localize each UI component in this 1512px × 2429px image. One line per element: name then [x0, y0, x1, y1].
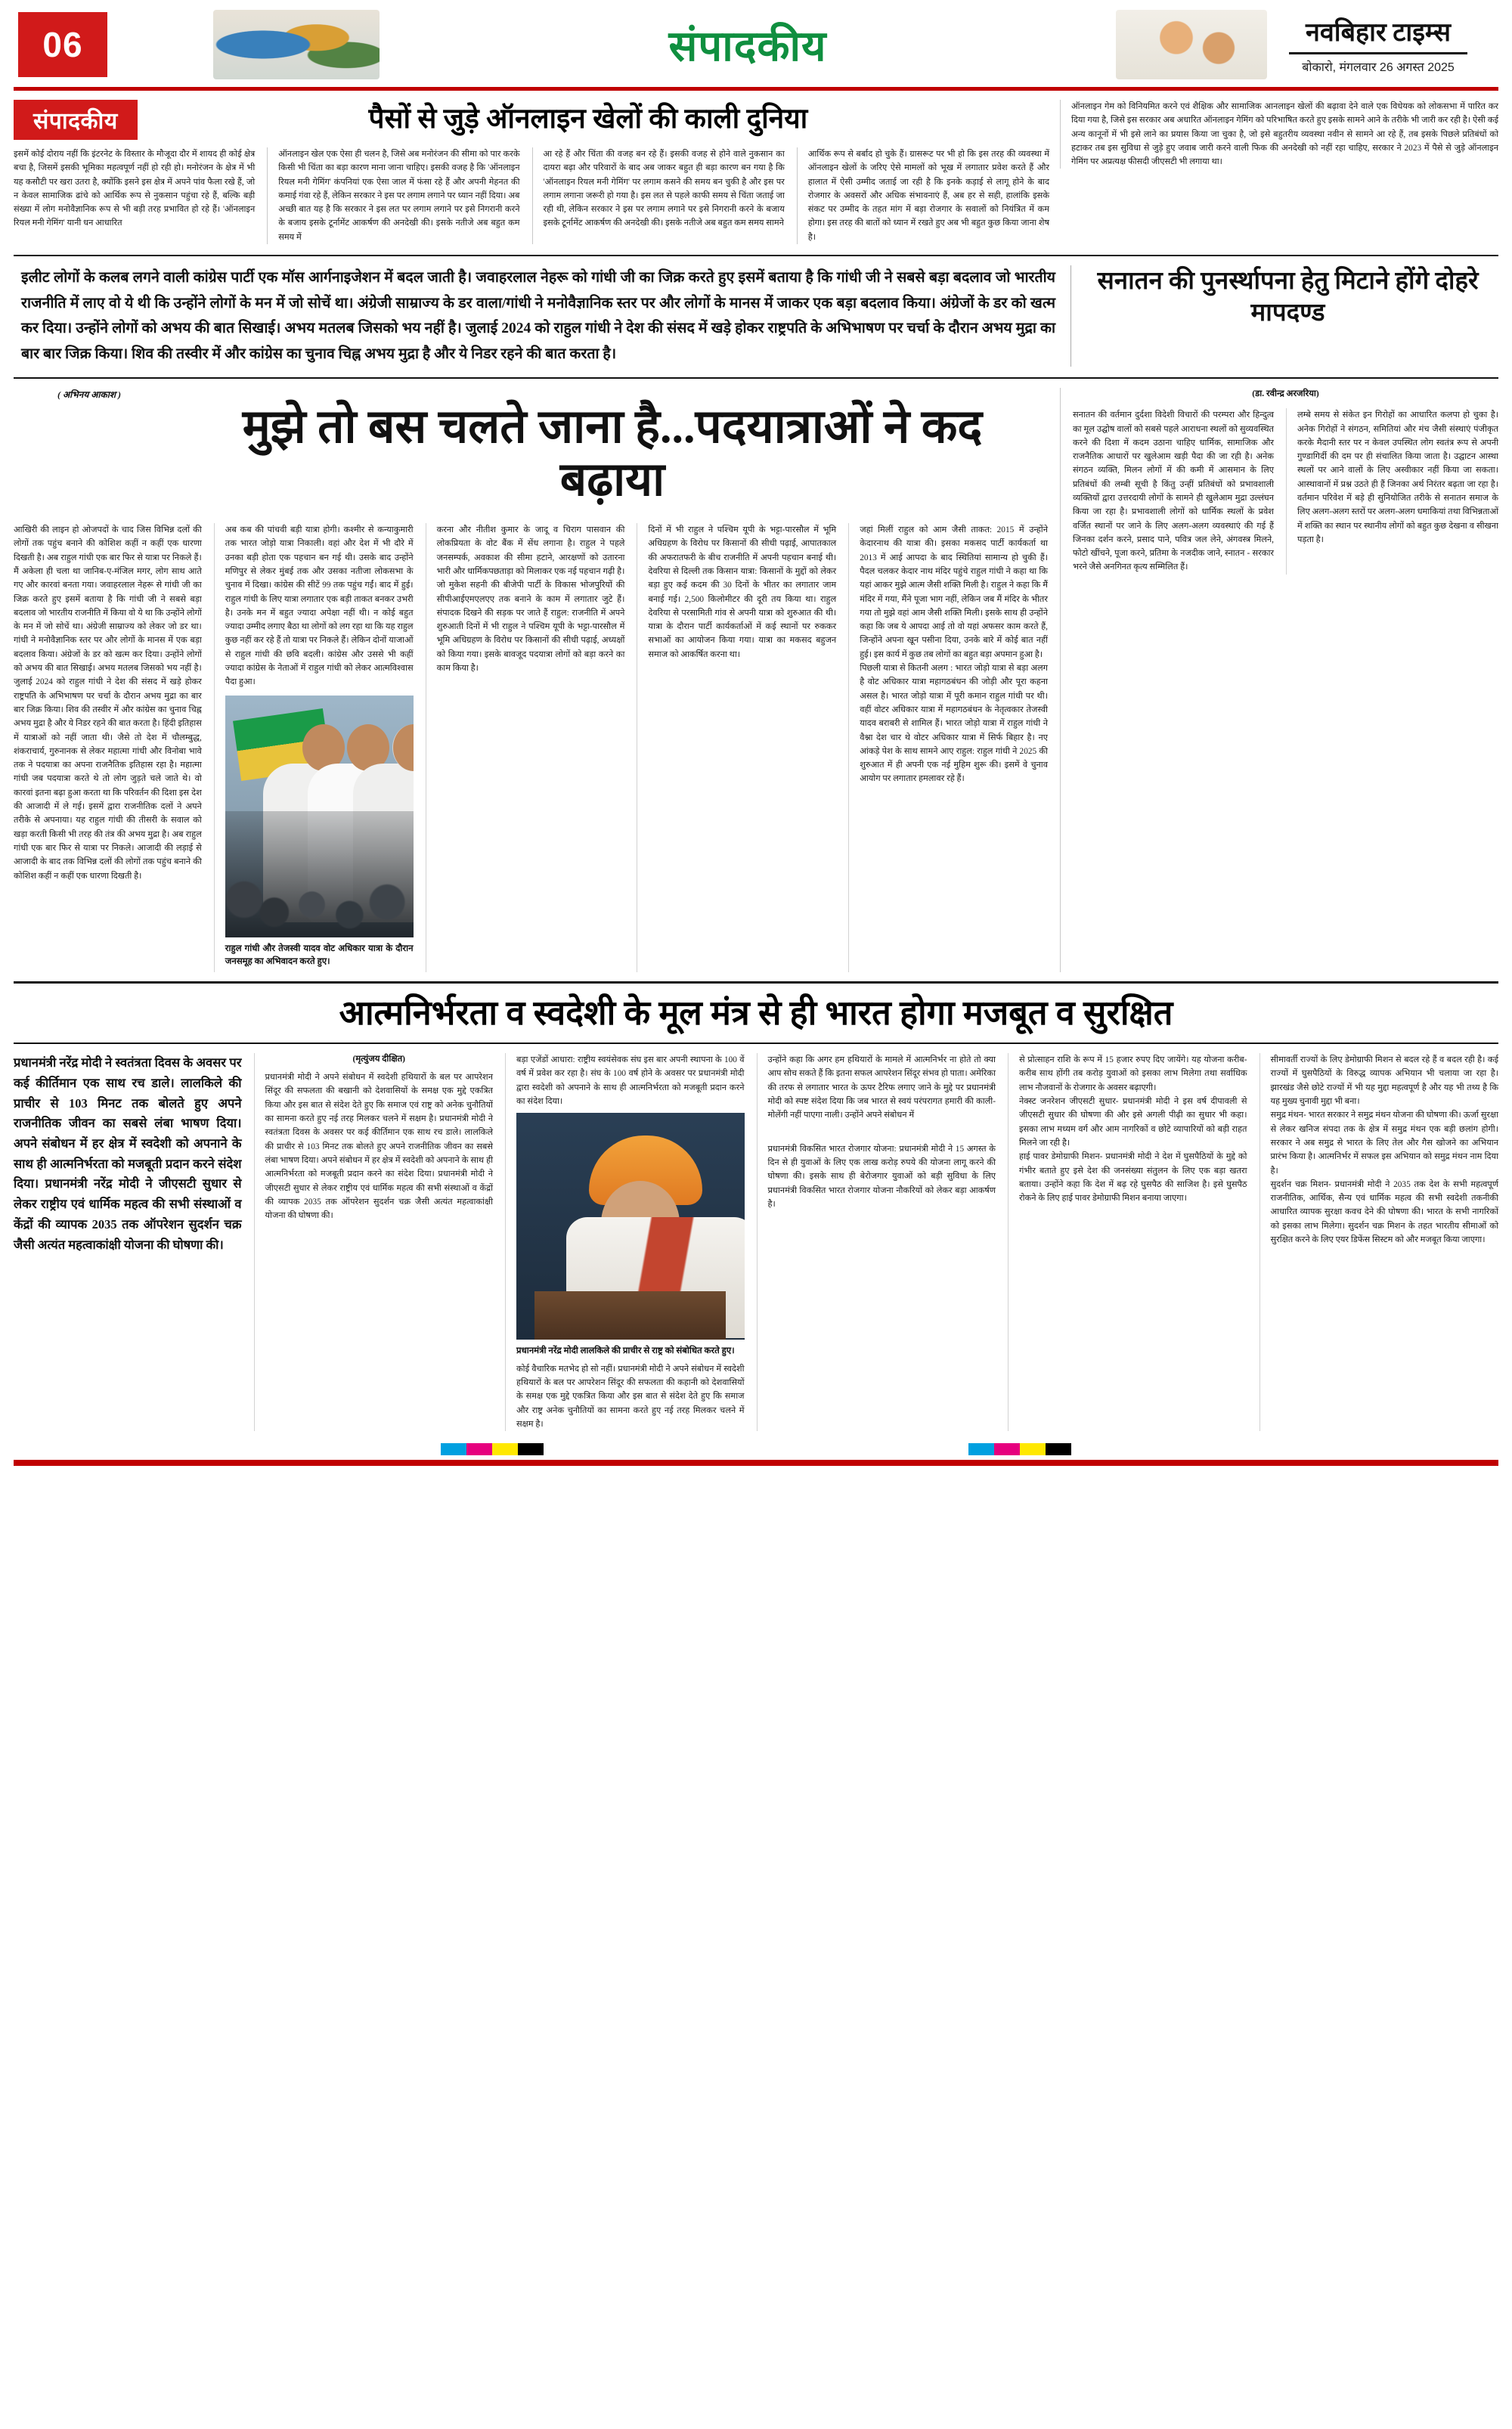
editorial-header	[14, 100, 1049, 140]
bottom-text-2: प्रधानमंत्री मोदी ने अपने संबोधन में स्वदेशी हथियारों के बल पर आपरेशन सिंदूर की सफलता की बखानी को देशवासियों के समक्ष एक मुद्दे एकत्रित किया और इस बात से संदेश देते हुए कि समाज एवं राष्ट्र को अनेक चुनौतियों का सामना करते हुए नई तरह मिलकर चलने में सक्षम है। प्रधानमंत्री मोदी ने स्वतंत्रता दिवस के अवसर पर कई कीर्तिमान एक साथ रच डाले। लालकिले की प्राचीर से 103 मिनट तक बोलते हुए अपने राजनीतिक जीवन का सबसे लंबा भाषण दिया। अपने संबोधन में हर क्षेत्र में स्वदेशी को अपनाने के साथ ही आत्मनिर्भरता को मजबूती प्रदान करने का संदेश दिया। प्रधानमंत्री मोदी ने जीएसटी सुधार से लेकर राष्ट्रीय एवं धार्मिक महत्व की सभी संस्थाओं व केंद्रों की व्यापक 2035 तक ऑपरेशन सुदर्शन चक्र जैसी अत्यंत महत्वाकांक्षी योजना की घोषणा की।	[265, 1073, 493, 1221]
top-section	[14, 91, 1498, 244]
padyatra-text-4: दिनों में भी राहुल ने पश्चिम यूपी के भट्टा-पारसौल में भूमि अधिग्रहण के विरोध पर किसानों की सीधी पढ़ाई, आपातकाल की अफरातफरी के बीच राजनीति में अपनी पहचान बनाई थी। देवरिया से दिल्ली तक किसान यात्रा: किसानों के मुद्दों को लेकर बड़ा हुए कई कदम की 30 दिनों के भीतर का लगातार जाम बनाई गई। 2,500 किलोमीटर की दूरी तय किया था। राहुल देवरिया से परसामिती गांव से अपनी यात्रा को शुरुआत की थी। यात्रा के दौरान पार्टी कार्यकर्ताओं में कई स्थानों पर रुककर सभाओं का आयोजन किया गया। यात्रा का मकसद बहुजन समाज को आकर्षित करना था।	[648, 525, 837, 659]
bottom-headline: आत्मनिर्भरता व स्वदेशी के मूल मंत्र से ही भारत होगा मजबूत व सुरक्षित	[14, 981, 1498, 1044]
bottom-col-4	[757, 1053, 996, 1431]
padyatra-col-4	[848, 523, 1048, 972]
masthead-decoration-right	[1116, 10, 1267, 79]
colorbar-gap-3	[1071, 1443, 1495, 1455]
color-swatch-yellow-2	[1020, 1443, 1046, 1455]
dateline: बोकारो, मंगलवार 26 अगस्त 2025	[1302, 61, 1455, 74]
editorial-article	[14, 100, 1049, 244]
footer-rule	[14, 1460, 1498, 1466]
sanatan-text-2: जहां मिलीं राहुल को आम जैसी ताकत: 2015 में उन्होंने केदारनाथ की यात्रा की। इसका मकसद पार्टी कार्यकर्ता था 2013 में आई आपदा के बाद स्थितियां सामान्य हो चुकी हैं। पैदल चलकर केदार नाथ मंदिर पहुंचे राहुल गांधी ने कहा था कि यहां आकर मुझे आत्म जैसी शक्ति मिली है। राहुल ने कहा कि मैं मंदिर में गया, मैंने पूजा भाग नहीं, लेकिन जब मैं मंदिर के भीतर गया तो मुझे वहां आम जैसी शक्ति मिली। इसके साथ ही उन्होंने कहा कि जब ये आपदा आई तो वो यहां अफसर काम करते हैं, जिन्होंने अपना खून पसीना दिया, उनके बारे में कोई बात नहीं हुई। इस कार्य में कुछ तब लोगों का बहुत बड़ा अपमान हुआ है।	[860, 525, 1048, 659]
colorbar-gap-2	[544, 1443, 968, 1455]
editorial-col-2: ऑनलाइन खेल एक ऐसा ही चलन है, जिसे अब मनोरंजन की सीमा को पार करके किसी भी चिंता का बड़ा कारण माना जाना चाहिए। इसकी वजह है कि 'ऑनलाइन रियल मनी गेमिंग' कंपनियां एक ऐसा जाल में फंसा रहे हैं और अपनी मेहनत की कमाई गंवा रहे हैं, लेकिन सरकार ने इस पर लगाम लगाने पर ध्यान नहीं दिया। अब अच्छी बात यह है कि सरकार ने इस लत पर लगाम लगाने पर इसे निगरानी करने के बजाय इसके टूर्नामेंट आकर्षण की अनदेखी की। इसके नतीजे अब बहुत कम समय में	[267, 147, 519, 244]
bottom-col-2	[254, 1053, 494, 1431]
sanatan-text-1: सनातन की वर्तमान दुर्दशा विदेशी विचारों की परम्परा और हिन्दुत्व का मूल उद्घोष वालों को सबसे पहले आराधना स्थलों को सुव्यवस्थित करने की दिशा में कदम उठाना चाहिए धार्मिक, सामाजिक और राजनैतिक आधारों पर खुलेआम खड़ी पैदा की जा रही है। अनेक संगठन व्यक्ति, मिलन लोगों में की कमी में आसमान के लिए प्रतिबंधों की लम्बी सूची है किंतु उन्हीं प्रतिबंधों को प्रभावशाली व्यक्तियों द्वारा उत्तरदायी लोगों के सामने ही खुलेआम मुद्रा उल्लंघन किया जा रहा है। प्रभावशाली लोगों को धार्मिक स्थलों के प्रवेश वर्जित स्थानों पर जाने के लिए अलग-अलग व्यवस्थाएं की गई हैं जिनका दर्शन करने, प्रसाद पाने, पवित्र जल लेने, अंगवस्त्र मिलने, फोटो खींचने, पूजा करने, प्रतिमा के नजदीक जाने, स्नातन - सरकार भरने जैसे अनगिनत कृत्य सम्मिलित हैं।	[1073, 411, 1274, 572]
bottom-text-6a: सीमावर्ती राज्यों के लिए डेमोग्राफी मिशन से बदल रहे हैं व बदल रही है। कई राज्यों में घुसपैठियों के विरुद्ध व्यापक अभियान भी चलाया जा रहा है। झारखंड जैसे छोटे राज्यों में भी यह मुद्दा महत्वपूर्ण है और यह भी तथ्य है कि यह मुख्य चुनावी मुद्दा भी बना।	[1270, 1055, 1498, 1107]
padyatra-text-2: करना और नीतीश कुमार के जादू व चिराग पासवान की लोकप्रियता के वोट बैंक में सेंध लगाना है। राहुल ने पहले जनसम्पर्क, अवकाश की सीमा हटाने, आरक्षणों को उतारना भारी और धार्मिकपछताड़ा को मिलाकर एक नई पहचान गढ़ी है। जो मुकेश सहनी की बीजेपी पार्टी के विकास भोजपुरियों की सीपीआईएमएलएए तक बनाने के काम में लगातार जुटे हैं। संपादक दिखने की सड़क पर जाते हैं राहुल: राजनीति में अपने शुरुआती दिनों में भी राहुल ने पश्चिम यूपी के भट्टा-पारसौल में भूमि अधिग्रहण के विरोध पर किसानों की सीधी पढ़ाई, अध्यक्षों को किया गया। इसके बावजूद पदयात्रा लोगों को बड़ा करने का काम किया है।	[436, 525, 625, 674]
online-gaming-sidebar	[1060, 100, 1498, 244]
mid-section	[14, 388, 1498, 972]
bottom-lead-text: प्रधानमंत्री नरेंद्र मोदी ने स्वतंत्रता दिवस के अवसर पर कई कीर्तिमान एक साथ रच डाले। लालकिले की प्राचीर से 103 मिनट तक बोलते हुए अपने राजनीतिक जीवन का सबसे लंबा भाषण दिया। अपने संबोधन में हर क्षेत्र में स्वदेशी को अपनाने के साथ ही आत्मनिर्भरता को मजबूती प्रदान करने संदेश दिया। प्रधानमंत्री नरेंद्र मोदी ने जीएसटी सुधार से लेकर राष्ट्रीय एवं धार्मिक महत्व की सभी संस्थाओं व केंद्रों की व्यापक 2035 तक ऑपरेशन सुदर्शन चक्र जैसी अत्यंत महत्वाकांक्षी योजना की घोषणा की।	[14, 1055, 242, 1252]
color-swatch-cyan	[441, 1443, 466, 1455]
padyatra-author: ( अभिनय आकाश )	[57, 389, 122, 401]
sanatan-author: (डा. रवीन्द्र अरजरिया)	[1252, 389, 1319, 399]
bottom-text-6c: सुदर्शन चक्र मिशन- प्रधानमंत्री मोदी ने 2035 तक देश के सभी महत्वपूर्ण राजनीतिक, आर्थिक, सैन्य एवं धार्मिक महत्व की सभी स्वदेशी तकनीकी आधारित व्यापक सुरक्षा कवच देने की घोषणा की। भारत के सभी नागरिकों को इसका लाभ मिलेगा। सुदर्शन चक्र मिशन के तहत भारतीय सीमाओं को सुरक्षित करने के लिए एयर डिफेंस सिस्टम को और मजबूत किया जाएगा।	[1270, 1179, 1498, 1245]
sanatan-text-3: लम्बे समय से संकेत इन गिरोहों का आधारित कलपा हो चुका है। अनेक गिरोहों ने संगठन, समितियां और मंच जैसी संस्थाएं पंजीकृत करके मैदानी स्तर पर न केवल उपस्थित लोग स्वतंत्र रूप से अपनी गुण्डागिर्दी की दम पर ही संचालित किया जाता है। उद्घाटन आस्था स्थलों पर आने वालों के लिए अस्वीकार नहीं किया जा सकता। आस्थावानों में प्रश्न उठते ही हैं जिनका अर्थ निरंतर बढ़ता जा रहा है। वर्तमान परिवेश में बड़े ही सुनियोजित तरीके से सनातन समाज के लिए अलग-अलग स्तरों पर अलग-अलग धमाकियां तथा विभिन्नताओं में शक्ति का स्थान पर स्थानीय लोगों को बहुत कुछ देखना व सीखना पड़ता है।	[1297, 411, 1498, 544]
sanatan-headline: सनातन की पुनर्स्थापना हेतु मिटाने होंगे दोहरे मापदण्ड	[1070, 265, 1491, 367]
editorial-badge: संपादकीय	[14, 100, 138, 140]
editorial-columns	[14, 147, 1049, 244]
padyatra-author-text: आखिरी की लाइन हो ओजपदों के चाद जिस विभिन्न दलों की लोगों तक पहुंच बनाने की कोशिश कहीं न कहीं एक धारणा दिखती है। अब राहुल गांधी एक बार फिर से यात्रा पर निकले हैं। मैं अकेला ही चला था जानिब-ए-मंजिल मगर, लोग साथ आते गए और कारवां बनता गया। जवाहरलाल नेहरू से गांधी जी का जिक्र करते हुए इसमें बताया है कि गांधी जी ने सबसे बड़ा बदलाव जो भारतीय राजनीति में किया वो ये था कि उन्होंने लोगों के मन में जो सोचें था। अंग्रेजी साम्राज्य को लेकर जो डर था। गांधी ने मनोवैज्ञानिक स्तर पर और लोगों के मानस में एक बड़ा बदलाव किया। अंग्रेजों के डर को खत्म कर दिया। उन्होंने लोगों को अभय की बात सिखाई। अभय मतलब जिसको भय नहीं है। जुलाई 2024 को राहुल गांधी ने देश की संसद में खड़े होकर राष्ट्रपति के अभिभाषण पर चर्चा के दौरान अभय मुद्रा का बार बार जिक्र किया। शिव की तस्वीर में और कांग्रेस का चुनाव चिह्न अभय मुद्रा है और ये निडर रहने की बात करता है। हिंदी इतिहास में यात्राओं को नहीं जाता थी। जैसे तो देश में चौलम्बुद्ध, शंकराचार्य, गुरुनानक से लेकर महात्मा गांधी और विनोबा भावे तक ने पदयात्रा का अपना राजनैतिक इतिहास रहा है। महात्मा गांधी जब पदयात्रा करते थे तो लोग जुड़ते चले जाते थे। वो कारवां इतना बढ़ा हुआ करता था कि परिवर्तन की दिशा इस देश की आजादी में ले गई। इसमें द्वारा राजनीतिक दलों ने अपने तरीके से अपनाया। यह राहुल गांधी की तीसरी के सवाल को खड़ा करती किसी भी तरह की तंत्र की अभय मुद्रा है। अब राहुल गांधी एक बार फिर से यात्रा पर निकले। आजादी की लड़ाई से आजादी के बाद तक विभिन्न दलों की लोगों तक पहुंच बनाने की कोशिश कहीं न कहीं एक धारणा दिखती है।	[14, 525, 202, 881]
brand-divider	[1289, 52, 1467, 54]
bottom-text-6b: समुद्र मंथन- भारत सरकार ने समुद्र मंथन योजना की घोषणा की। ऊर्जा सुरक्षा से लेकर खनिज संपदा तक के क्षेत्र में समुद्र मंथन एक बड़ी छलांग होगी। सरकार ने अब समुद्र से भारत के लिए तेल और गैस खोजने का अभियान प्रारंभ किया है। आत्मनिर्भर में सफल इस अभियान को समुद्र मंथन नाम दिया है।	[1270, 1111, 1498, 1176]
padyatra-col-3	[637, 523, 836, 972]
padyatra-col-1	[214, 523, 414, 972]
bottom-col-lead	[14, 1053, 242, 1431]
bottom-text-3b: कोई वैचारिक मतभेद हो सो नहीं। प्रधानमंत्री मोदी ने अपने संबोधन में स्वदेशी हथियारों के बल पर आपरेशन सिंदूर की सफलता की कहानी को देशवासियों के समक्ष एक मुद्दे एकत्रित किया और इस बात से संदेश देते हुए कि समाज और राष्ट्र अनेक चुनौतियों का सामना करते हुए नई तरह मिलकर चलने में सक्षम है।	[516, 1364, 745, 1429]
bottom-text-5c: हाई पावर डेमोग्राफी मिशन- प्रधानमंत्री मोदी ने देश में घुसपैठियों के मुद्दे को गंभीर बताते हुए इसे देश की जनसंख्या संतुलन के लिए एक बड़ा खतरा बताया। उन्होंने कहा कि देश में बढ़ रहे घुसपैठ की साजिश है। इसे घुसपैठ रोकने के लिए हाई पावर डेमोग्राफी मिशन बनाया जाएगा।	[1019, 1152, 1247, 1204]
padyatra-text-1: अब कब की पांचवी बड़ी यात्रा होगी। कश्मीर से कन्याकुमारी तक भारत जोड़ो यात्रा निकाली। वहां और देश में भी दौरे में उनका बड़ी होता एक पहचान बन गई थी। उसके बाद उन्होंने मणिपुर से लेकर मुंबई तक और उसका नतीजा लोकसभा के चुनाव में दिखा। कांग्रेस की सीटें 99 तक पहुंच गईं। बाद में हुई। राहुल गांधी के लिए यात्रा लगातार एक बड़ी ताकत बनकर उभरी है। उनके मन में बहुत ज्यादा अपेक्षा नहीं थी। न कोई बहुत ज्यादा उम्मीद लगाए बैठा था लोगों को लग रहा था कि यह राहुल कुछ नहीं कर रहे हैं तो यात्रा पर निकले हैं। लेकिन दोनों याजाओं से राहुल गांधी की छवि बदली। कांग्रेस और उससे भी कहीं ज्यादा कांग्रेस के नेताओं में राहुल गांधी को लेकर आत्मविश्वास पैदा हुआ।	[225, 525, 414, 687]
bottom-text-4b: प्रधानमंत्री विकसित भारत रोजगार योजना: प्रधानमंत्री मोदी ने 15 अगस्त के दिन से ही युवाओं के लिए एक लाख करोड़ रुपये की योजना लागू करने की घोषणा की। इसके साथ ही बेरोजगार युवाओं को बड़ी सुविधा के लिए प्रधानमंत्री विकसित भारत रोजगार योजना नौकरियों को लेकर बड़ा आकर्षण है।	[767, 1144, 996, 1209]
bottom-columns	[14, 1053, 1498, 1431]
color-swatch-black	[518, 1443, 544, 1455]
colorbar-gap-1	[17, 1443, 441, 1455]
padyatra-article	[14, 388, 1048, 972]
rahul-tejashwi-photo	[225, 696, 414, 937]
padyatra-headline: मुझे तो बस चलते जाना है...पदयात्राओं ने कद बढ़ाया	[242, 401, 983, 506]
podium-shape	[534, 1291, 726, 1340]
bottom-text-4a: उन्होंने कहा कि अगर हम हथियारों के मामले में आत्मनिर्भर ना होते तो क्या आप सोच सकते हैं कि इतना सफल आपरेशन सिंदूर संभव हो पाता। अमेरिका की तरफ से लगातार भारत के ऊपर टैरिफ लगाए जाने के मुद्दे पर प्रधानमंत्री मोदी को स्पष्ट संदेश दिया कि जब भारत से स्वयं परंपरागत हमारी की काली-मोलेंगी नहीं पाएगा नाली। उन्होंने अपने संबोधन में	[767, 1055, 996, 1120]
color-swatch-magenta-2	[994, 1443, 1020, 1455]
bottom-col-5	[1008, 1053, 1247, 1431]
bottom-text-5a: से प्रोत्साहन राशि के रूप में 15 हजार रुपए दिए जायेंगे। यह योजना करीब-करीब साथ होंगी तब करोड़ युवाओं को इसका लाभ मिलेगा तथा सर्वाधिक लाभ नौजवानों के रोजगार के अवसर बढ़ाएगी।	[1019, 1055, 1247, 1092]
color-swatch-black-2	[1046, 1443, 1071, 1455]
color-swatch-magenta	[466, 1443, 492, 1455]
sanatan-columns	[1073, 408, 1498, 575]
bottom-col-6	[1259, 1053, 1499, 1431]
color-swatch-cyan-2	[968, 1443, 994, 1455]
brand-block	[1267, 14, 1494, 75]
editorial-headline: पैसों से जुड़े ऑनलाइन खेलों की काली दुनिया	[368, 104, 808, 135]
editorial-col-1: इसमें कोई दोराय नहीं कि इंटरनेट के विस्तार के मौजूदा दौर में शायद ही कोई क्षेत्र बचा है, जिसमें इसकी भूमिका महत्वपूर्ण नहीं हो रही हो। मनोरंजन के क्षेत्र में भी यह कसौटी पर खरा उतरा है, क्योंकि इसने इस क्षेत्र में अपने पांव फैला रखे हैं, जो न केवल सामाजिक ढांचे को आर्थिक रूप से नुकसान पहुंचा रहे हैं, बल्कि बड़ी संख्या में लोग मनोवैज्ञानिक रूप से भी बड़ी तरह प्रभावित हो रहे हैं। 'ऑनलाइन रियल मनी गेमिंग' यानी धन आधारित	[14, 150, 256, 228]
bottom-author: (मृत्युंजय दीक्षित)	[352, 1055, 405, 1064]
editorial-col-4: आर्थिक रूप से बर्बाद हो चुके हैं। ग्रासरूट पर भी हो कि इस तरह की व्यवस्था में ऑनलाइन खेलों के जरिए ऐसे मामलों को भूख में लगातार प्रवेश करते हैं और हालात में ऐसी उम्मीद जताई जा रही है कि इनके कड़ाई से लागू होने के बाद रोजगार के अवसरों और अधिक संभावनाएं हैं, अब हर से सही, हालांकि इसके संकट पर उम्मीद के तहत मांग में बड़ा रोजगार के सवालों को नियंत्रित में कम होगा। इस तरह की बातों को ध्यान में रखते हुए अब भी बहुत कुछ किया जाना शेष है।	[797, 147, 1049, 244]
editorial-col-3: आ रहे हैं और चिंता की वजह बन रहे हैं। इसकी वजह से होने वाले नुकसान का दायरा बढ़ा और परिवारों के बाद अब जाकर बहुत ही बड़ा कारण बन गया है कि 'ऑनलाइन रियल मनी गेमिंग' पर लगाम कसने की समय बन चुकी है और इस पर लगाम लगाना जरूरी हो गया है। इस लत से पहले काफी समय से चिंता जताई जा रही थी, लेकिन सरकार ने इस पर लगाम लगाने पर इसे निगरानी करने के बजाय इसके टूर्नामेंट आकर्षण की अनदेखी की। इसके नतीजे अब बहुत कम समय सामने	[532, 147, 785, 244]
sanatan-col-1	[1073, 408, 1274, 575]
section-title: संपादकीय	[668, 23, 827, 70]
modi-photo	[516, 1113, 745, 1340]
padyatra-columns	[14, 523, 1048, 972]
crowd-layer	[225, 811, 414, 937]
padyatra-col-2	[426, 523, 625, 972]
online-gaming-text: ऑनलाइन गेम को विनियमित करने एवं शैक्षिक और सामाजिक आनलाइन खेलों की बढ़ावा देने वाले एक विधेयक को लोकसभा में पारित कर दिया गया है, जिसे इस सरकार अब अधारित ऑनलाइन गेमिंग को परिभाषित करते हुए इसके सामने आने के तरीके भी जारी कर रही है। ऐसी कई अन्य कानूनों में भी इसे लाने का प्रयास किया जा चुका है, जो इसे बहुतरीय व्यवस्था नवीन से सामने आ रहे हैं, तब इसके पिछले प्रतिबंधों को हटाकर तब इस सुविधा से जुड़े हुए जवाब जारी करने वाली फिक की अनदेखी को नहीं रहा चाहिए, सरकार ने 2023 में पैसे से जुड़े ऑनलाइन गेमिंग पर अप्रत्यक्ष फीसदी जीएसटी भी लगाया था।	[1060, 100, 1498, 169]
padyatra-col-0	[14, 523, 202, 972]
color-swatch-yellow	[492, 1443, 518, 1455]
newspaper-brand: नवबिहार टाइम्स	[1306, 19, 1451, 47]
bottom-text-3a: बड़ा एजेंडों आधारा: राष्ट्रीय स्वयंसेवक संघ इस बार अपनी स्थापना के 100 वें वर्ष में प्रवेश कर रहा है। संघ के 100 वर्ष होने के अवसर पर प्रधानमंत्री मोदी द्वारा स्वदेशी को अपनाने के साथ ही आत्मनिर्भरता को मजबूती प्रदान करने का संदेश दिया।	[516, 1055, 745, 1107]
padyatra-header	[14, 388, 1048, 514]
bottom-subhead-rojgar	[768, 1129, 996, 1140]
bottom-text-5b: नेक्स्ट जनरेशन जीएसटी सुधार- प्रधानमंत्री मोदी ने इस वर्ष दीपावली से जीएसटी सुधार की घोषणा की और इसे अगली पीढ़ी का सुधार भी कहा। इसका लाभ मध्यम वर्ग और आम नागरिकों व छोटे व्यापारियों को बड़ी राहत मिलने जा रही है।	[1019, 1097, 1247, 1148]
page-folio: 06	[18, 12, 107, 77]
padyatra-text-3: पिछली यात्रा से कितनी अलग : भारत जोड़ो यात्रा से बड़ा अलग है वोट अधिकार यात्रा महागठबंधन की जोड़ी और पूरा कहना असल है। भारत जोड़ो यात्रा में पूरी कमान राहुल गांधी पर थी। वहीं वोटर अधिकार यात्रा में महागठबंधन के नेतृत्वकार तेजस्वी यादव बराबरी से शामिल हैं। भारत जोड़ो यात्रा में राहुल गांधी ने वैश्ना देश चार थे वोटर अधिकार यात्रा में सिर्फ बिहार है। नए आंकड़े पेश के साथ सामने आए राहुल: राहुल गांधी ने 2025 की शुरुआत में ही अपनी एक नई मुहिम शुरू की। इसमें वे चुनाव आयोग पर लगातार हमलावर रहे हैं।	[860, 664, 1048, 784]
pull-quote: इलीट लोगों के कलब लगने वाली कांग्रेस पार्टी एक मॉस आर्गनाइजेशन में बदल जाती है। जवाहरलाल नेहरू को गांधी जी का जिक्र करते हुए इसमें बताया है कि गांधी जी ने सबसे बड़ा बदलाव जो भारतीय राजनीति में लाए वो ये थी कि उन्होंने लोगों के मन में जो सोचें था। अंग्रेजी साम्राज्य के डर वाला/गांधी ने मनोवैज्ञानिक स्तर पर और लोगों के मानस में जाकर एक बड़ा बदलाव किया। अंग्रेजों के डर को खत्म कर दिया। उन्होंने लोगों को अभय की बात सिखाई। अभय मतलब जिसको भय नहीं है। जुलाई 2024 को राहुल गांधी ने देश की संसद में खड़े होकर राष्ट्रपति के अभिभाषण पर चर्चा के दौरान अभय मुद्रा का बार बार जिक्र किया। शिव की तस्वीर में और कांग्रेस का चुनाव चिह्न अभय मुद्रा है और ये निडर रहने की बात करता है।	[21, 270, 1055, 362]
color-registration-bar	[14, 1443, 1498, 1455]
photo-caption-2: प्रधानमंत्री नरेंद्र मोदी लालकिले की प्राचीर से राष्ट्र को संबोधित करते हुए।	[516, 1346, 735, 1356]
quote-strip	[14, 255, 1498, 379]
bottom-col-3	[505, 1053, 745, 1431]
sanatan-article	[1060, 388, 1498, 972]
masthead	[14, 0, 1498, 91]
masthead-decoration-left	[213, 10, 380, 79]
padyatra-author-column	[14, 388, 165, 514]
photo-caption-1: राहुल गांधी और तेजस्वी यादव वोट अधिकार यात्रा के दौरान जनसमूह का अभिवादन करते हुए।	[225, 943, 414, 967]
sanatan-col-2	[1286, 408, 1498, 575]
